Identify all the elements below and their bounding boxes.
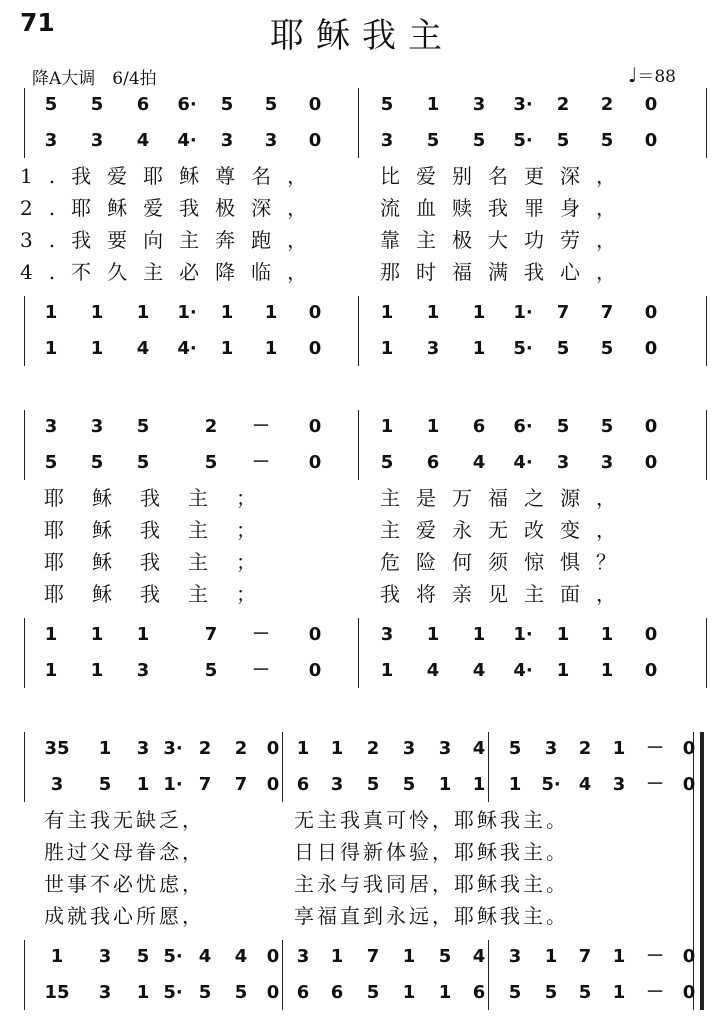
lyric-phrase: 享福直到永远， (294, 904, 455, 928)
soprano-row (0, 410, 724, 444)
note: 2 (198, 738, 212, 759)
note: 5 (600, 416, 614, 437)
note: 5 (136, 946, 150, 967)
note: － (252, 416, 270, 437)
note: 1 (264, 302, 278, 323)
note: 1 (220, 338, 234, 359)
note: 2 (578, 738, 592, 759)
note: 1 (136, 774, 150, 795)
note: 3 (98, 946, 112, 967)
note: 1 (44, 302, 58, 323)
note: 5 (556, 416, 570, 437)
note: 5 (44, 94, 58, 115)
note: 5 (136, 416, 150, 437)
note: 5· (513, 130, 533, 151)
note: 1 (380, 416, 394, 437)
system-3 (0, 732, 724, 1022)
note: 1 (50, 946, 64, 967)
lyric-phrase: 4.不久主必降临， (20, 260, 324, 284)
note: 5 (472, 130, 486, 151)
note: 3 (296, 946, 310, 967)
note: 5 (234, 982, 248, 1003)
note: 0 (266, 774, 280, 795)
soprano-row (0, 88, 724, 122)
note: 3 (90, 130, 104, 151)
note: 6· (513, 416, 533, 437)
note: 6 (136, 94, 150, 115)
note: 0 (266, 946, 280, 967)
note: 3 (600, 452, 614, 473)
note: 5· (541, 774, 561, 795)
note: 3 (330, 774, 344, 795)
note: 6 (426, 452, 440, 473)
note: 6· (177, 94, 197, 115)
note: 35 (44, 738, 70, 759)
note: － (252, 624, 270, 645)
bass-row (0, 976, 724, 1010)
lyric-phrase: 胜过父母眷念， (44, 840, 205, 864)
note: 5· (513, 338, 533, 359)
note: 5 (90, 452, 104, 473)
note: 5 (544, 982, 558, 1003)
tempo-value: ＝88 (637, 67, 676, 87)
note: 1 (612, 946, 626, 967)
note: 5 (600, 338, 614, 359)
note: 1 (612, 738, 626, 759)
note: 5 (264, 94, 278, 115)
note: 1 (600, 660, 614, 681)
note: 3 (136, 660, 150, 681)
note: 1 (380, 660, 394, 681)
note: 3 (220, 130, 234, 151)
quarter-note-icon: ♩ (627, 63, 638, 87)
note: 1 (508, 774, 522, 795)
system-2 (0, 410, 724, 700)
note: 1 (90, 302, 104, 323)
note: 5 (600, 130, 614, 151)
note: 1· (513, 624, 533, 645)
lyric-phrase: 危险何须惊惧？ (380, 550, 632, 574)
note: 3 (44, 416, 58, 437)
note: 4 (234, 946, 248, 967)
note: 5 (508, 982, 522, 1003)
note: 4· (177, 130, 197, 151)
note: 1 (90, 624, 104, 645)
note: 2 (204, 416, 218, 437)
note: 7 (366, 946, 380, 967)
note: － (252, 452, 270, 473)
lyric-phrase: 主永与我同居， (294, 872, 455, 896)
note: 6 (472, 982, 486, 1003)
note: 5 (204, 660, 218, 681)
note: 4· (513, 660, 533, 681)
note: 4 (472, 738, 486, 759)
lyric-phrase: 耶稣我主； (44, 550, 284, 574)
note: 1 (90, 338, 104, 359)
soprano-row (0, 732, 724, 766)
note: 5 (204, 452, 218, 473)
note: 1 (402, 946, 416, 967)
note: 1 (472, 624, 486, 645)
note: 1 (136, 302, 150, 323)
note: 1 (544, 946, 558, 967)
note: 5· (163, 946, 183, 967)
note: 4 (472, 452, 486, 473)
note: 0 (644, 130, 658, 151)
note: 7 (204, 624, 218, 645)
lyric-line-verse-3 (0, 224, 724, 256)
tenor-row (0, 296, 724, 330)
note: 1 (330, 946, 344, 967)
lyric-phrase: 耶稣我主。 (454, 872, 569, 896)
note: 5 (578, 982, 592, 1003)
note: 1 (220, 302, 234, 323)
note: 5 (366, 982, 380, 1003)
alto-row (0, 446, 724, 480)
lyric-line-verse-2 (0, 514, 724, 546)
note: 1 (438, 774, 452, 795)
note: 4 (198, 946, 212, 967)
note: 3 (90, 416, 104, 437)
lyric-line-verse-1 (0, 482, 724, 514)
note: 5 (380, 94, 394, 115)
lyric-phrase: 无主我真可怜， (294, 808, 455, 832)
note: 6 (296, 774, 310, 795)
note: 6 (296, 982, 310, 1003)
note: 1· (163, 774, 183, 795)
note: 5 (198, 982, 212, 1003)
note: 5 (90, 94, 104, 115)
note: 1 (556, 624, 570, 645)
note: 1 (44, 338, 58, 359)
lyric-phrase: 3.我要向主奔跑， (20, 228, 324, 252)
lyric-phrase: 耶稣我主； (44, 518, 284, 542)
note: 0 (644, 302, 658, 323)
note: 1 (296, 738, 310, 759)
lyric-phrase: 耶稣我主。 (454, 904, 569, 928)
note: 4 (472, 660, 486, 681)
note: 3 (380, 624, 394, 645)
note: 4 (426, 660, 440, 681)
note: 0 (308, 130, 322, 151)
lyric-phrase: 2.耶稣爱我极深， (20, 196, 324, 220)
note: 5 (556, 338, 570, 359)
note: 2 (366, 738, 380, 759)
note: 3 (98, 982, 112, 1003)
note: 2 (556, 94, 570, 115)
note: 7 (600, 302, 614, 323)
lyric-line-verse-4 (0, 256, 724, 288)
note: 5 (438, 946, 452, 967)
note: 5 (220, 94, 234, 115)
lyric-phrase: 耶稣我主。 (454, 808, 569, 832)
note: 1 (90, 660, 104, 681)
note: 1 (44, 660, 58, 681)
note: 7 (556, 302, 570, 323)
note: 5 (136, 452, 150, 473)
note: 4· (177, 338, 197, 359)
note: 4 (136, 338, 150, 359)
note: 0 (682, 946, 696, 967)
note: 3 (44, 130, 58, 151)
lyric-phrase: 有主我无缺乏， (44, 808, 205, 832)
note: 6 (330, 982, 344, 1003)
note: 7 (198, 774, 212, 795)
note: 0 (644, 660, 658, 681)
note: 1 (438, 982, 452, 1003)
hymn-number: 71 (20, 8, 55, 37)
lyric-phrase: 耶稣我主； (44, 486, 284, 510)
bass-row (0, 332, 724, 366)
lyric-phrase: 世事不必忧虑， (44, 872, 205, 896)
note: 1 (472, 338, 486, 359)
tenor-row (0, 940, 724, 974)
note: 0 (308, 338, 322, 359)
lyric-phrase: 主是万福之源， (380, 486, 632, 510)
note: 3 (136, 738, 150, 759)
note: 5· (163, 982, 183, 1003)
note: 1· (177, 302, 197, 323)
note: 1 (380, 338, 394, 359)
note: 1 (136, 982, 150, 1003)
note: 1 (556, 660, 570, 681)
note: 2 (234, 738, 248, 759)
note: 0 (644, 416, 658, 437)
note: 1· (513, 302, 533, 323)
note: － (646, 982, 664, 1003)
note: 3 (556, 452, 570, 473)
tempo-marking (628, 62, 676, 87)
note: 5 (98, 774, 112, 795)
system-1 (0, 88, 724, 378)
note: 3 (264, 130, 278, 151)
note: 1 (98, 738, 112, 759)
lyric-line-verse-2 (0, 836, 724, 868)
lyric-phrase: 我将亲见主面， (380, 582, 632, 606)
note: 4 (472, 946, 486, 967)
note: 1 (426, 94, 440, 115)
lyric-phrase: 流血赎我罪身， (380, 196, 632, 220)
note: － (646, 738, 664, 759)
note: 1 (330, 738, 344, 759)
note: 3 (402, 738, 416, 759)
note: － (646, 774, 664, 795)
note: 0 (644, 452, 658, 473)
note: 4· (513, 452, 533, 473)
note: 2 (600, 94, 614, 115)
note: 3 (426, 338, 440, 359)
lyric-phrase: 那时福满我心， (380, 260, 632, 284)
note: 1 (402, 982, 416, 1003)
note: 0 (308, 660, 322, 681)
alto-row (0, 768, 724, 802)
note: 1 (612, 982, 626, 1003)
note: 4 (578, 774, 592, 795)
note: 7 (578, 946, 592, 967)
note: 0 (644, 624, 658, 645)
note: 1 (426, 302, 440, 323)
note: 1 (472, 774, 486, 795)
lyric-phrase: 靠主极大功劳， (380, 228, 632, 252)
note: 0 (644, 338, 658, 359)
lyric-line-verse-4 (0, 578, 724, 610)
note: 1 (264, 338, 278, 359)
lyric-line-verse-3 (0, 868, 724, 900)
note: － (252, 660, 270, 681)
note: 0 (308, 624, 322, 645)
note: 1 (472, 302, 486, 323)
lyric-phrase: 主爱永无改变， (380, 518, 632, 542)
note: 0 (308, 302, 322, 323)
note: 7 (234, 774, 248, 795)
note: 1 (426, 624, 440, 645)
note: 3 (544, 738, 558, 759)
note: 0 (682, 982, 696, 1003)
note: 0 (266, 738, 280, 759)
note: 3· (163, 738, 183, 759)
lyric-phrase: 日日得新体验， (294, 840, 455, 864)
note: 0 (308, 94, 322, 115)
lyric-phrase: 耶稣我主； (44, 582, 284, 606)
note: 5 (556, 130, 570, 151)
bass-row (0, 654, 724, 688)
note: － (646, 946, 664, 967)
note: 1 (426, 416, 440, 437)
key-signature: 降A大调 6/4拍 (32, 69, 157, 89)
note: 5 (44, 452, 58, 473)
note: 4 (136, 130, 150, 151)
note: 5 (402, 774, 416, 795)
lyric-line-verse-2 (0, 192, 724, 224)
lyric-line-verse-4 (0, 900, 724, 932)
note: 1 (380, 302, 394, 323)
tenor-row (0, 618, 724, 652)
lyric-phrase: 成就我心所愿， (44, 904, 205, 928)
note: 1 (136, 624, 150, 645)
note: 0 (682, 774, 696, 795)
note: 0 (308, 452, 322, 473)
note: 3 (380, 130, 394, 151)
lyric-phrase: 1.我爱耶稣尊名， (20, 164, 324, 188)
note: 6 (472, 416, 486, 437)
note: 5 (426, 130, 440, 151)
note: 0 (682, 738, 696, 759)
note: 5 (366, 774, 380, 795)
lyric-phrase: 比爱别名更深， (380, 164, 632, 188)
note: 5 (508, 738, 522, 759)
note: 0 (644, 94, 658, 115)
note: 3 (472, 94, 486, 115)
note: 3 (438, 738, 452, 759)
note: 1 (44, 624, 58, 645)
lyric-phrase: 耶稣我主。 (454, 840, 569, 864)
note: 0 (266, 982, 280, 1003)
note: 3 (50, 774, 64, 795)
note: 1 (600, 624, 614, 645)
note: 15 (44, 982, 70, 1003)
note: 0 (308, 416, 322, 437)
lyric-line-verse-1 (0, 804, 724, 836)
alto-row (0, 124, 724, 158)
note: 5 (380, 452, 394, 473)
note: 3 (612, 774, 626, 795)
note: 3 (508, 946, 522, 967)
lyric-line-verse-3 (0, 546, 724, 578)
lyric-line-verse-1 (0, 160, 724, 192)
note: 3· (513, 94, 533, 115)
hymn-title: 耶稣我主 (270, 16, 454, 56)
